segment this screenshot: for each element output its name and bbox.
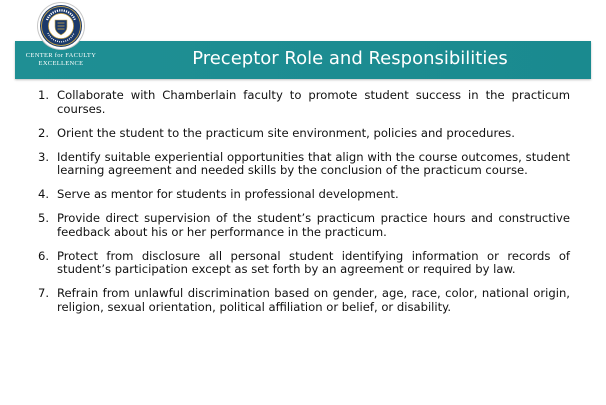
logo-caption-line1: CENTER for FACULTY: [25, 52, 97, 59]
responsibilities-list: [38, 89, 570, 325]
item-number: 2.: [38, 125, 50, 140]
item-text: Protect from disclosure all personal student identifying information or records of student’s participation except as set forth by an agreement or required by law.: [57, 248, 570, 276]
list-item: [38, 212, 570, 239]
item-number: 6.: [38, 248, 50, 263]
item-number: 4.: [38, 187, 50, 201]
logo-caption-line2: EXCELLENCE: [38, 60, 84, 67]
item-text: Serve as mentor for students in professional development.: [57, 187, 399, 201]
item-number: 1.: [38, 88, 50, 102]
item-text: Provide direct supervision of the student’s practicum practice hours and constructive feedback about his or her performance in the practicum.: [57, 211, 570, 239]
list-item: [38, 287, 570, 314]
page-title: Preceptor Role and Responsibilities: [192, 48, 508, 69]
list-item: [38, 188, 570, 202]
item-number: 3.: [38, 149, 50, 164]
list-item: [38, 89, 570, 116]
item-text: Identify suitable experiential opportunities that align with the course outcomes, student learning agreement and needed skills by the conclusion of the practicum course.: [57, 149, 570, 177]
list-item: [38, 127, 570, 141]
item-number: 5.: [38, 211, 50, 225]
list-item: [38, 250, 570, 277]
item-text: Refrain from unlawful discrimination based on gender, age, race, color, national origin, religion, sexual orientation, political affiliation or belief, or disability.: [57, 286, 570, 314]
chamberlain-seal-logo: [38, 3, 84, 49]
item-number: 7.: [38, 286, 50, 300]
item-text: Orient the student to the practicum site environment, policies and procedures.: [57, 125, 515, 140]
item-text: Collaborate with Chamberlain faculty to promote student success in the practicum courses.: [57, 88, 570, 116]
center-for-faculty-excellence-logo: [15, 52, 107, 68]
seal-icon: [38, 3, 84, 49]
list-item: [38, 151, 570, 178]
